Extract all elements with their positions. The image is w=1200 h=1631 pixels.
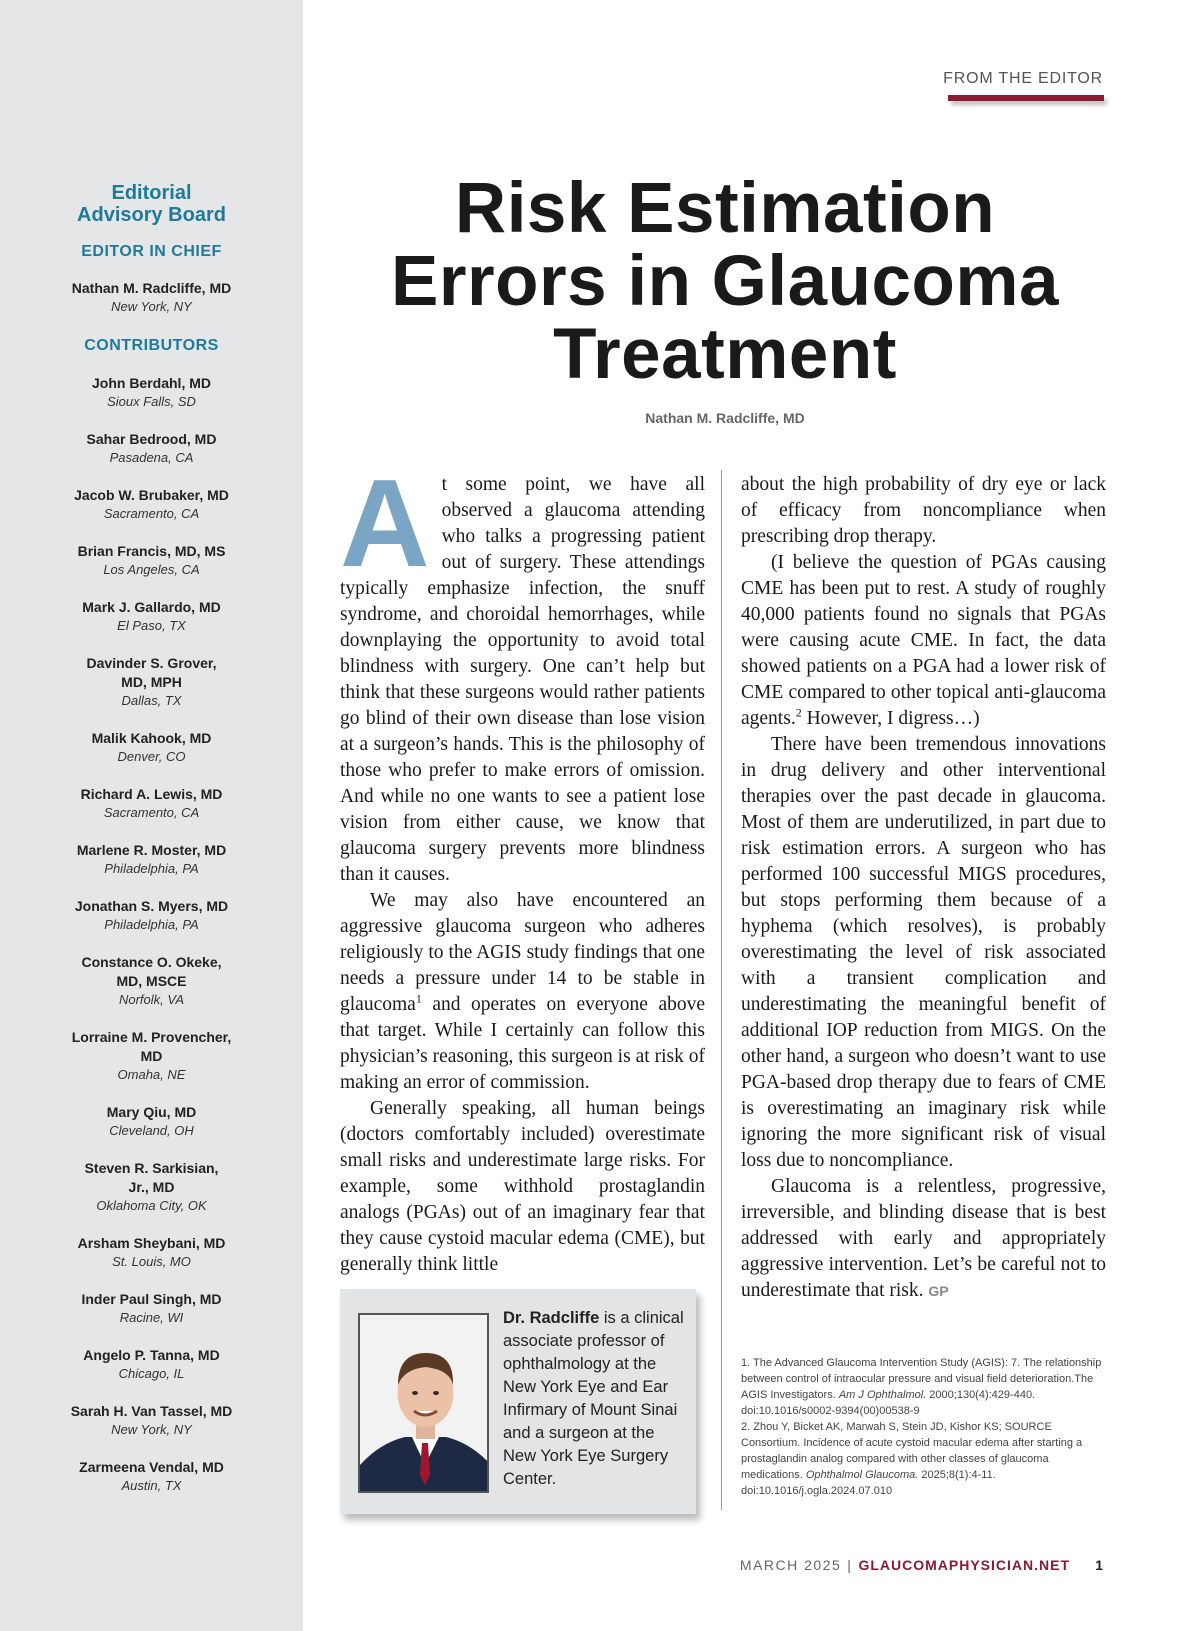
article-title: Risk Estimation Errors in Glaucoma Treatment [391,169,1059,394]
article-paragraph: There have been tremendous innovations in drug delivery and other interventional therapies over the past decade in glaucoma. Most of them are underutilized, in part due to risk estimation errors. A surgeon who has performed 100 successful MIGS procedures, but stops performing them because of a hyphema (which resolves), is probably overestimating the level of risk associated with a transient complication and underestimating the meaningful benefit of additional IOP reduction from MIGS. On the other hand, a surgeon who doesn’t want to use PGA-based drop therapy due to fears of CME is overestimating an imaginary risk while ignoring the more significant risk of visual loss due to noncompliance. [741,734,1106,1171]
article-paragraph: Generally speaking, all human beings (doctors comfortably included) overestimate small risks and underestimate large risks. For example, some withhold prostaglandin analogs (PGAs) out of an imaginary fear that they cause cystoid macular edema (CME), but generally think little [340,1098,705,1275]
issue-date: MARCH 2025 [739,1557,842,1573]
contributor: Richard A. Lewis, MD Sacramento, CA [80,786,223,820]
author-photo [358,1313,489,1493]
article-paragraph: about the high probability of dry eye or lack of efficacy from noncompliance when prescribing drop therapy. [741,474,1106,547]
contributor: Malik Kahook, MD Denver, CO [91,730,212,764]
sidebar-title: Editorial Advisory Board [77,182,226,226]
author-portrait-icon [360,1315,489,1493]
reference-marker: 2 [795,705,802,720]
author-bio: Dr. Radcliffe is a clinical associate professor of ophthalmology at the New York Eye and Ear Infirmary of Mount Sinai and a surgeon at the New York Eye Surgery Center. [503,1309,684,1488]
byline: Nathan M. Radcliffe, MD [645,410,805,426]
article-column-right [741,472,1106,1304]
article-column-left [340,455,705,1278]
contributor: Brian Francis, MD, MS Los Angeles, CA [77,543,226,577]
contributor: Inder Paul Singh, MD Racine, WI [81,1291,222,1325]
article-paragraph: Glaucoma is a relentless, progressive, irreversible, and blinding disease that is best addressed with early and appropriately aggressive intervention. Let’s be careful not to underestimate that risk. GP [741,1176,1106,1301]
column-divider [721,470,722,1510]
contributor: John Berdahl, MD Sioux Falls, SD [91,375,211,409]
references [741,1355,1106,1499]
contributor: Jacob W. Brubaker, MD Sacramento, CA [74,487,229,521]
contributor: Marlene R. Moster, MD Philadelphia, PA [76,842,227,876]
drop-cap: A [340,455,430,593]
contributor: Sahar Bedrood, MD Pasadena, CA [86,431,217,465]
reference-item: 1. The Advanced Glaucoma Intervention Study (AGIS): 7. The relationship between control of intraocular pressure and visual field deterioration.The AGIS Investigators. Am J Ophthalmol. 2000;130(4):429-440. doi:10.1016/s0002-9394(00)00538-9 [741,1357,1102,1417]
contributor: Zarmeena Vendal, MD Austin, TX [79,1459,224,1493]
end-mark: GP [928,1283,949,1299]
editorial-board-sidebar [0,0,303,1631]
article-paragraph: (I believe the question of PGAs causing CME has been put to rest. A study of roughly 40,000 patients found no signals that PGAs were causing acute CME. In fact, the data showed patients on a PGA had a lower risk of CME compared to other topical anti-glaucoma agents.$^2$ However, I digress…) [741,552,1106,729]
reference-marker: 1 [415,991,422,1006]
contributor: Constance O. Okeke, MD, MSCE Norfolk, VA [81,954,222,1007]
contributor: Sarah H. Van Tassel, MD New York, NY [70,1403,233,1437]
contributor: Steven R. Sarkisian, Jr., MD Oklahoma City, OK [84,1160,219,1213]
site-link[interactable]: GLAUCOMAPHYSICIAN.NET [858,1557,1070,1573]
article-paragraph: At some point, we have all observed a glaucoma attending who talks a progressing patient out of surgery. These attendings typically emphasize infection, the snuff syndrome, and choroidal hemorrhages, while downplaying the opportunity to avoid total blindness with surgery. One can’t help but think that these surgeons would rather patients go blind of their own disease than lose vision at a surgeon’s hands. This is the philosophy of those who prefer to make errors of omission. And while no one wants to see a patient lose vision from either cause, we know that glaucoma surgery prevents more blindness than it causes. [340,455,705,885]
page-footer [740,1557,1070,1573]
section-tag: FROM THE EDITOR [943,70,1103,87]
contributor: Arsham Sheybani, MD St. Louis, MO [77,1235,226,1269]
section-tag-underline [948,95,1104,101]
contributor: Lorraine M. Provencher, MD Omaha, NE [71,1029,232,1082]
contributor: Mark J. Gallardo, MD El Paso, TX [82,599,221,633]
page-number: 1 [1095,1557,1103,1573]
editor-in-chief-heading: EDITOR IN CHIEF [81,243,222,260]
reference-item: 2. Zhou Y, Bicket AK, Marwah S, Stein JD, Kishor KS; SOURCE Consortium. Incidence of acute cystoid macular edema after starting a prostaglandin analog compared with other classes of glaucoma medications. Ophthalmol Glaucoma. 2025;8(1):4-11. doi:10.1016/j.ogla.2024.07.010 [741,1421,1083,1497]
contributors-heading: CONTRIBUTORS [84,337,219,354]
footer-separator: | [847,1557,853,1573]
contributor: Davinder S. Grover, MD, MPH Dallas, TX [86,655,217,708]
contributor: Mary Qiu, MD Cleveland, OH [106,1104,197,1138]
contributor: Jonathan S. Myers, MD Philadelphia, PA [74,898,229,932]
contributor: Angelo P. Tanna, MD Chicago, IL [83,1347,220,1381]
editor-in-chief: Nathan M. Radcliffe, MD New York, NY [71,280,232,314]
author-bio-box [340,1289,696,1514]
article-paragraph: We may also have encountered an aggressive glaucoma surgeon who adheres religiously to the AGIS study findings that one needs a pressure under 14 to be stable in glaucoma$^1$ and operates on everyone above that target. While I certainly can follow this physician’s reasoning, this surgeon is at risk of making an error of commission. [340,890,705,1093]
